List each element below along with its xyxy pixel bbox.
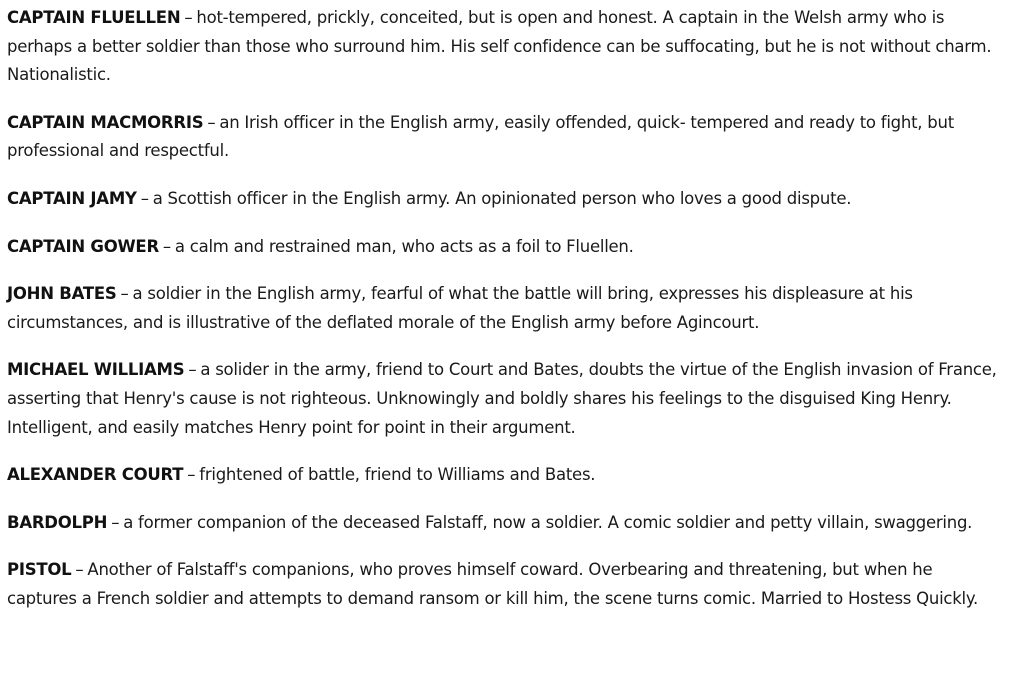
character-entry-macmorris xyxy=(7,109,1006,166)
character-description: Another of Falstaff's companions, who proves himself coward. Overbearing and threatening, but when he captures a French soldier and attempts to demand ransom or kill him, the scene turns comic. Married to Hostess Quickly. xyxy=(7,560,979,608)
character-description: a Scottish officer in the English army. An opinionated person who loves a good dispute. xyxy=(152,188,852,208)
separator: – xyxy=(75,560,84,580)
character-name: CAPTAIN MACMORRIS xyxy=(7,112,204,132)
character-entry-court xyxy=(7,461,1006,490)
character-name: PISTOL xyxy=(7,560,72,580)
character-description: frightened of battle, friend to Williams and Bates. xyxy=(199,465,596,485)
character-entry-fluellen xyxy=(7,4,1006,90)
character-name: CAPTAIN GOWER xyxy=(7,236,159,256)
separator: – xyxy=(162,236,171,256)
character-name: CAPTAIN FLUELLEN xyxy=(7,8,181,27)
character-description: a calm and restrained man, who acts as a foil to Fluellen. xyxy=(174,236,634,256)
separator: – xyxy=(187,465,196,485)
character-entry-jamy xyxy=(7,185,1006,214)
separator: – xyxy=(207,112,216,132)
separator: – xyxy=(184,8,193,27)
character-description: hot-tempered, prickly, conceited, but is open and honest. A captain in the Welsh army who is perhaps a better soldier than those who surround him. His self confidence can be suffocating, but he is not without charm. Nationalistic. xyxy=(7,8,992,85)
character-description: a soldier in the English army, fearful of what the battle will bring, expresses his displeasure at his circumstances, and is illustrative of the deflated morale of the English army before Agincourt. xyxy=(7,284,913,332)
character-entry-pistol xyxy=(7,556,1006,613)
character-name: BARDOLPH xyxy=(7,512,108,532)
character-entry-bates xyxy=(7,280,1006,337)
character-entry-bardolph xyxy=(7,509,1006,538)
character-entry-gower xyxy=(7,233,1006,262)
character-description: an Irish officer in the English army, easily offended, quick- tempered and ready to fight, but professional and respectful. xyxy=(7,112,954,161)
character-name: CAPTAIN JAMY xyxy=(7,188,137,208)
separator: – xyxy=(120,284,129,304)
separator: – xyxy=(188,360,197,380)
character-description: a former companion of the deceased Falstaff, now a soldier. A comic soldier and petty villain, swaggering. xyxy=(123,512,973,532)
character-name: JOHN BATES xyxy=(7,284,117,304)
character-name: MICHAEL WILLIAMS xyxy=(7,360,185,380)
character-name: ALEXANDER COURT xyxy=(7,465,184,485)
separator: – xyxy=(140,188,149,208)
character-description: a solider in the army, friend to Court and Bates, doubts the virtue of the English invasion of France, asserting that Henry's cause is not righteous. Unknowingly and boldly shares his feelings to the disguised King Henry. Intelligent, and easily matches Henry point for point in their argument. xyxy=(7,360,997,437)
character-entry-williams xyxy=(7,356,1006,442)
separator: – xyxy=(111,512,120,532)
